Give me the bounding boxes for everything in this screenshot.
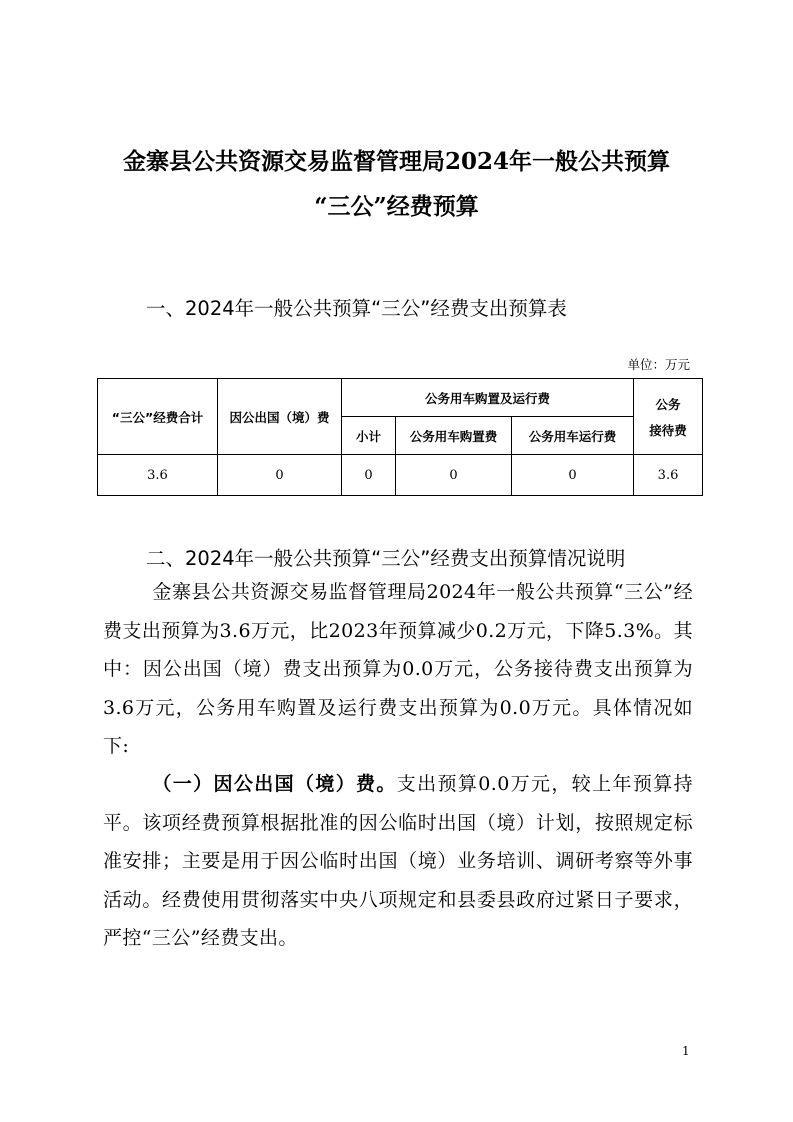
section2-heading: 二、2024年一般公共预算“三公”经费支出预算情况说明 <box>146 547 626 570</box>
paragraph-2-body: 支出预算0.0万元，较上年预算持平。该项经费预算根据批准的因公临时出国（境）计划，按照规定标准安排；主要是用于因公临时出国（境）业务培训、调研考察等外事活动。经费使用贯彻落实中央八项规定和县委县政府过紧日子要求，严控“三公”经费支出。 <box>103 773 693 949</box>
budget-table <box>97 378 703 496</box>
cell-subtotal: 0 <box>342 455 396 496</box>
unit-label: 单位：万元 <box>627 357 690 372</box>
header-subtotal: 小计 <box>342 417 396 455</box>
header-overseas: 因公出国（境）费 <box>218 379 342 455</box>
header-vehicle-operation: 公务用车运行费 <box>512 417 634 455</box>
section1-heading: 一、2024年一般公共预算“三公”经费支出预算表 <box>146 297 567 320</box>
page-number: 1 <box>682 1044 690 1058</box>
document-title-line2: “三公”经费预算 <box>314 193 479 220</box>
paragraph-2 <box>103 765 693 958</box>
header-vehicle-purchase: 公务用车购置费 <box>396 417 512 455</box>
header-vehicle-group: 公务用车购置及运行费 <box>342 379 634 417</box>
header-reception-line2: 接待费 <box>649 422 687 438</box>
cell-vehicle-purchase: 0 <box>396 455 512 496</box>
cell-overseas: 0 <box>218 455 342 496</box>
paragraph-2-lead: （一）因公出国（境）费。 <box>152 773 397 795</box>
cell-reception: 3.6 <box>634 455 703 496</box>
header-reception-line1: 公务 <box>655 396 681 412</box>
document-title-line1: 金寨县公共资源交易监督管理局2024年一般公共预算 <box>122 148 670 175</box>
cell-vehicle-operation: 0 <box>512 455 634 496</box>
table-header-row <box>98 379 703 417</box>
table-row <box>98 455 703 496</box>
header-total: “三公”经费合计 <box>98 379 218 455</box>
cell-total: 3.6 <box>98 455 218 496</box>
header-reception <box>634 379 703 455</box>
paragraph-1: 金寨县公共资源交易监督管理局2024年一般公共预算“三公”经费支出预算为3.6万元，比2023年预算减少0.2万元，下降5.3%。其中：因公出国（境）费支出预算为0.0万元，公务接待费支出预算为3.6万元，公务用车购置及运行费支出预算为0.0万元。具体情况如下: <box>103 581 693 757</box>
